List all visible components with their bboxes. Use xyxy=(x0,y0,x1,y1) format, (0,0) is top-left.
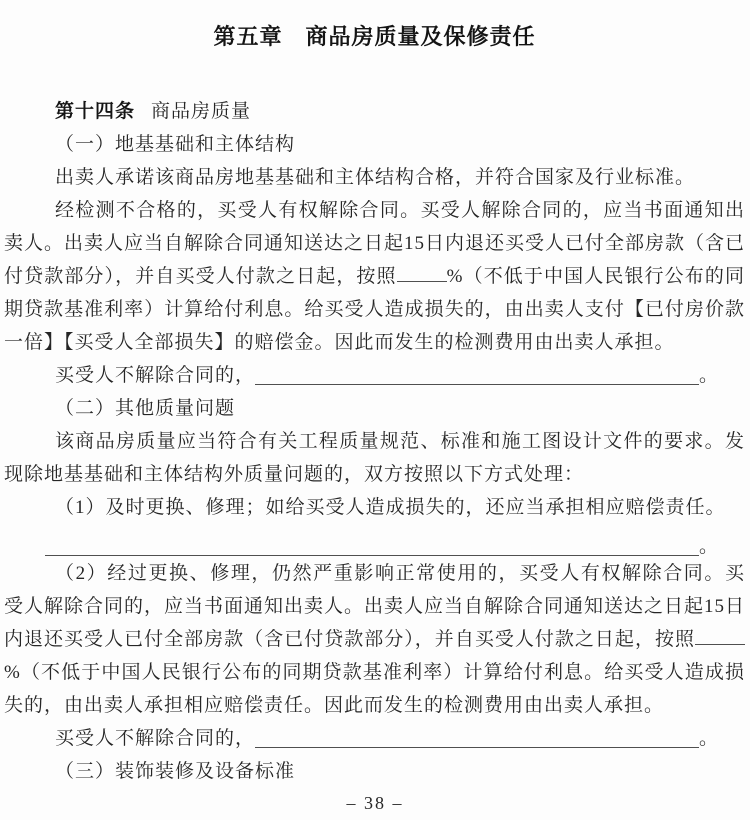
s2-item1-blank-field xyxy=(45,530,699,556)
s2-no-rescind-blank-field xyxy=(255,722,699,748)
s2-item1-period: 。 xyxy=(698,536,719,557)
s1-no-rescind-line xyxy=(4,359,745,392)
s2-no-rescind-label: 买受人不解除合同的， xyxy=(55,728,256,749)
article-line xyxy=(4,95,745,128)
s2-item2-text-pre: （2）经过更换、修理，仍然严重影响正常使用的，买受人有权解除合同。买受人解除合同的，应当书面通知出卖人。出卖人应当自解除合同通知送达之日起15日内退还买受人已付全部房款（含已付贷款部分），并自买受人付款之日起，按照 xyxy=(4,563,746,650)
section-1-heading: （一）地基基础和主体结构 xyxy=(55,134,296,155)
section-3-heading: （三）装饰装修及设备标准 xyxy=(55,761,296,782)
s1-inspection-text-pre: 经检测不合格的，买受人有权解除合同。买受人解除合同的，应当书面通知出卖人。出卖人应当自解除合同通知送达之日起15日内退还买受人已付全部房款（含已付贷款部分），并自买受人付款之日起，按照 xyxy=(4,200,746,287)
s1-no-rescind-blank-field xyxy=(255,359,699,385)
s1-no-rescind-period: 。 xyxy=(698,365,719,386)
s1-inspection-paragraph xyxy=(4,194,745,359)
s2-item2-text-post: %（不低于中国人民银行公布的同期贷款基准利率）计算给付利息。给买受人造成损失的，由出卖人承担相应赔偿责任。因此而发生的检测费用由出卖人承担。 xyxy=(4,662,745,716)
chapter-title: 第五章 商品房质量及保修责任 xyxy=(213,24,536,49)
s2-interest-rate-blank-field xyxy=(695,644,745,645)
s2-no-rescind-period: 。 xyxy=(698,728,719,749)
s1-interest-rate-blank-field xyxy=(397,281,447,282)
s2-no-rescind-line xyxy=(4,722,745,755)
s1-no-rescind-label: 买受人不解除合同的， xyxy=(55,365,256,386)
article-title: 商品房质量 xyxy=(151,101,252,122)
section-2-heading: （二）其他质量问题 xyxy=(55,398,236,419)
s1-inspection-text-post: %（不低于中国人民银行公布的同期贷款基准利率）计算给付利息。给买受人造成损失的，由出卖人支付【已付房价款一倍】【买受人全部损失】的赔偿金。因此而发生的检测费用由出卖人承担。 xyxy=(4,266,745,353)
article-number: 第十四条 xyxy=(55,101,136,122)
page-number: – 38 – xyxy=(346,793,404,813)
s1-commitment-paragraph: 出卖人承诺该商品房地基基础和主体结构合格，并符合国家及行业标准。 xyxy=(55,167,696,188)
s2-item2-paragraph xyxy=(4,557,745,722)
s2-intro-paragraph: 该商品房质量应当符合有关工程质量规范、标准和施工图设计文件的要求。发现除地基基础和主体结构外质量问题的，双方按照以下方式处理： xyxy=(4,431,745,485)
s2-item1-paragraph: （1）及时更换、修理；如给买受人造成损失的，还应当承担相应赔偿责任。 xyxy=(55,497,726,518)
